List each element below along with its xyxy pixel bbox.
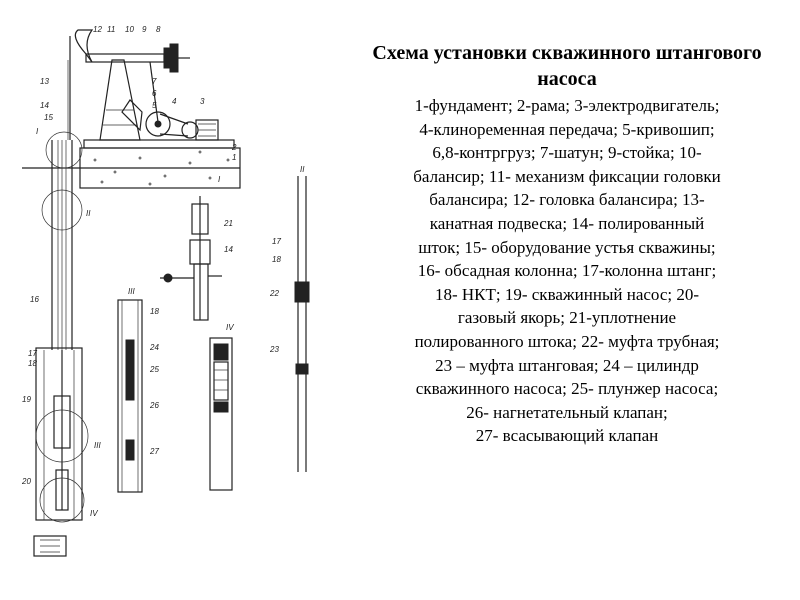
detail-II-label-22: 22 <box>270 289 279 298</box>
pump-installation-diagram <box>0 0 360 600</box>
legend-text <box>362 94 772 448</box>
legend-line: балансира; 12- головка балансира; 13- <box>429 190 705 210</box>
label-14: 14 <box>40 101 49 110</box>
legend-line: полированного штока; 22- муфта трубная; <box>414 331 720 351</box>
crank-counterweight <box>122 100 142 130</box>
detail-IV-title: IV <box>226 323 234 332</box>
detail-II-label-17: 17 <box>272 237 281 246</box>
label-3: 3 <box>200 97 205 106</box>
label-IV: IV <box>90 509 98 518</box>
detail-III <box>118 300 142 492</box>
label-10: 10 <box>125 25 134 34</box>
detail-III-label-18: 18 <box>150 307 159 316</box>
detail-II-label-18: 18 <box>272 255 281 264</box>
detail-I-label-21: 21 <box>224 219 233 228</box>
walking-beam <box>86 54 164 62</box>
legend-line: 27- всасывающий клапан <box>475 426 659 446</box>
detail-III-label-24: 24 <box>150 343 159 352</box>
label-6: 6 <box>152 89 157 98</box>
detail-II <box>295 176 309 472</box>
beam-counterweight <box>164 48 170 68</box>
detail-I <box>160 196 222 320</box>
detail-IV <box>210 338 232 490</box>
detail-III-title: III <box>128 287 135 296</box>
detail-III-label-25: 25 <box>150 365 159 374</box>
label-I: I <box>36 127 39 136</box>
label-17: 17 <box>28 349 37 358</box>
detail-I-title: I <box>218 175 221 184</box>
label-13: 13 <box>40 77 49 86</box>
detail-II-title: II <box>300 165 305 174</box>
slide-title: Схема установки скважинного штангового насоса <box>372 42 762 90</box>
frame <box>84 140 234 148</box>
legend-line: 23 – муфта штанговая; 24 – цилиндр <box>435 355 699 375</box>
label-20: 20 <box>22 477 31 486</box>
label-8: 8 <box>156 25 161 34</box>
legend-line: скважинного насоса; 25- плунжер насоса; <box>415 379 719 399</box>
legend-line: 1-фундамент; 2-рама; 3-электродвигатель; <box>414 96 720 115</box>
label-16: 16 <box>30 295 39 304</box>
legend-line: 4-клиноременная передача; 5-кривошип; <box>419 119 715 139</box>
label-1: 1 <box>232 153 237 162</box>
description-block <box>362 40 772 448</box>
legend-line: 26- нагнетательный клапан; <box>466 402 668 422</box>
label-19: 19 <box>22 395 31 404</box>
label-12: 12 <box>93 25 102 34</box>
detail-III-label-27: 27 <box>150 447 159 456</box>
detail-I-label-14: 14 <box>224 245 233 254</box>
lower-well <box>36 348 82 520</box>
label-9: 9 <box>142 25 147 34</box>
horse-head <box>75 30 92 62</box>
legend-line: 16- обсадная колонна; 17-колонна штанг; <box>417 261 717 281</box>
legend-line: 6,8-контргруз; 7-шатун; 9-стойка; 10- <box>432 143 702 163</box>
label-7: 7 <box>152 77 157 86</box>
beam-counterweight-2 <box>170 44 178 72</box>
label-18: 18 <box>28 359 37 368</box>
legend-line: шток; 15- оборудование устья скважины; <box>418 237 716 257</box>
legend-line: канатная подвеска; 14- полированный <box>429 213 705 233</box>
detail-III-label-26: 26 <box>150 401 159 410</box>
diagram-svg <box>0 0 360 600</box>
label-II: II <box>86 209 91 218</box>
legend-line: газовый якорь; 21-уплотнение <box>457 308 677 328</box>
label-4: 4 <box>172 97 177 106</box>
detail-II-label-23: 23 <box>270 345 279 354</box>
label-5: 5 <box>152 101 157 110</box>
stand <box>100 60 140 140</box>
label-2: 2 <box>232 143 237 152</box>
legend-line: балансир; 11- механизм фиксации головки <box>413 166 721 186</box>
label-15: 15 <box>44 113 53 122</box>
label-11: 11 <box>107 25 116 34</box>
label-III: III <box>94 441 101 450</box>
legend-line: 18- НКТ; 19- скважинный насос; 20- <box>434 284 700 304</box>
